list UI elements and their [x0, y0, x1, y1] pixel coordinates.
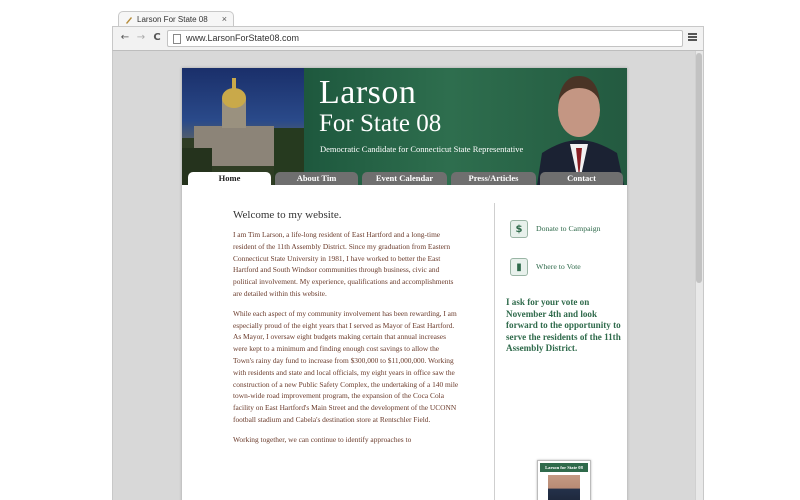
intro-paragraph: I am Tim Larson, a life-long resident of East Hartford and a long-time resident of the 11th Assembly District. Since my graduation from Eastern Connecticut State University in 1981, I have worked to better the East Hartford and South Windsor communities through business, civic and political involvement. My experience, qualifications and accomplishments are detailed within this website.: [233, 230, 454, 298]
nav-press-articles[interactable]: Press/Articles: [451, 172, 536, 185]
site-banner: [182, 68, 627, 185]
closing-paragraph: Working together, we can continue to identify approaches to: [233, 434, 412, 444]
tab-close-icon[interactable]: ×: [221, 14, 227, 24]
donate-link[interactable]: [510, 220, 620, 240]
dollar-icon: $: [510, 220, 528, 238]
where-to-vote-link[interactable]: [510, 258, 620, 278]
banner-subtitle: Democratic Candidate for Connecticut State Representative: [320, 144, 524, 154]
back-icon[interactable]: ←: [120, 32, 130, 43]
scrollbar[interactable]: [695, 51, 703, 500]
vote-message: I ask for your vote on November 4th and look forward to the opportunity to serve the residents of the 11th Assembly District.: [506, 297, 621, 354]
where-to-vote-label: Where to Vote: [536, 262, 581, 271]
nav-home[interactable]: Home: [188, 172, 271, 185]
mayor-paragraph: While each aspect of my community involvement has been rewarding, I am especially proud of the eight years that I served as Mayor of East Hartford. As Mayor, I oversaw eight budgets making certain that annual increases were kept to a minimum and finding enough cost savings to allow the Town's rainy day fund to increase from $300,000 to $11,000,000. Working with residents and state and local officials, my eight years in office saw the construction of a new Public Safety Complex, the undertaking of a 140 mile town-wide road improvement program, the expansion of the Coca Cola facility on East Hartford's Main Street and the development of the UCONN football stadium and Cabela's destination store at Rentschler Field.: [233, 308, 459, 424]
candidate-photo: [532, 68, 627, 185]
campaign-flyer[interactable]: [537, 460, 591, 500]
url-text: www.LarsonForState08.com: [186, 33, 300, 43]
menu-icon[interactable]: [688, 33, 697, 42]
forward-icon[interactable]: →: [136, 32, 146, 43]
browser-tab[interactable]: [118, 11, 234, 27]
browser-window: [112, 8, 704, 500]
address-bar[interactable]: [167, 30, 683, 47]
tab-bar: [112, 8, 704, 26]
page-viewport: [112, 51, 704, 500]
welcome-heading: Welcome to my website.: [233, 209, 342, 221]
browser-toolbar: [112, 26, 704, 51]
page-icon: [173, 34, 181, 44]
nav-about-tim[interactable]: About Tim: [275, 172, 358, 185]
banner-title-line1: Larson: [319, 74, 417, 111]
page-content: [182, 185, 627, 500]
banner-title-line2: For State 08: [319, 110, 442, 137]
site-container: [182, 68, 627, 500]
nav-event-calendar[interactable]: Event Calendar: [362, 172, 447, 185]
nav-contact[interactable]: Contact: [540, 172, 623, 185]
scrollbar-thumb[interactable]: [696, 53, 702, 283]
flyer-title: Larson for State 08: [540, 463, 588, 472]
donate-label: Donate to Campaign: [536, 224, 601, 233]
flyer-photo: [548, 475, 580, 500]
tab-title: Larson For State 08: [137, 15, 208, 24]
favicon-icon: [125, 16, 133, 24]
main-nav: [182, 172, 627, 185]
main-column: [233, 209, 459, 454]
column-divider: [494, 203, 495, 500]
ballot-icon: ▮: [510, 258, 528, 276]
capitol-photo: [182, 68, 304, 185]
reload-icon[interactable]: C: [153, 32, 161, 43]
